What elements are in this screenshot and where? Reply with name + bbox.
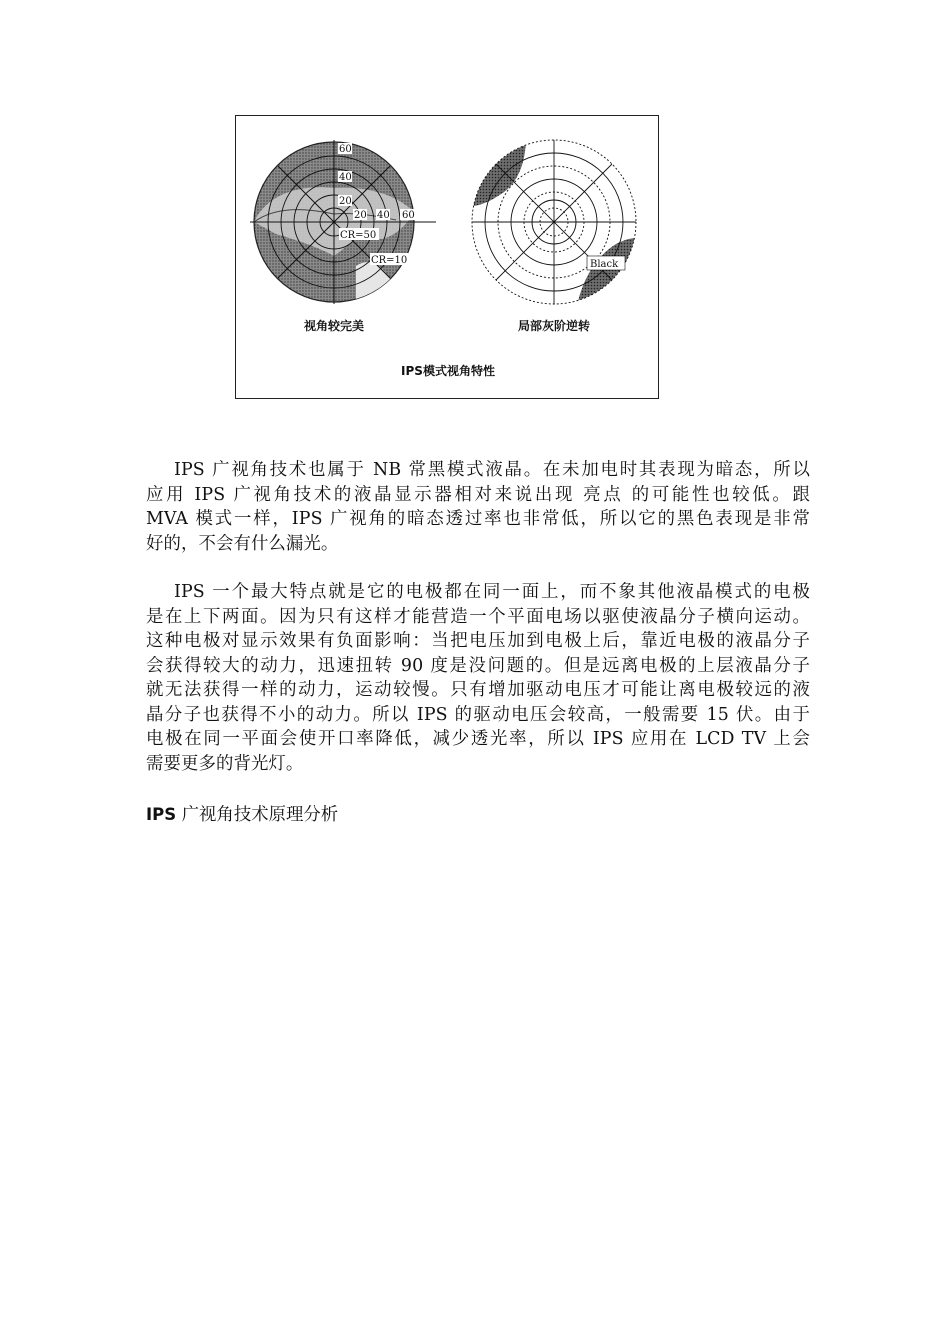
tick-v-20: 20 bbox=[339, 196, 352, 207]
paragraph-2 bbox=[146, 580, 810, 776]
tick-h-60: 60 bbox=[402, 210, 415, 221]
section-heading-text: 广视角技术原理分析 bbox=[176, 805, 339, 825]
paragraph-2-line-6: 晶分子也获得不小的动力。所以 IPS 的驱动电压会较高，一般需要 15 伏。由于 bbox=[146, 704, 810, 725]
paragraph-2-line-2: 是在上下两面。因为只有这样才能营造一个平面电场以驱使液晶分子横向运动。 bbox=[146, 606, 810, 627]
tick-h-40: 40 bbox=[377, 210, 390, 221]
section-heading-ips: IPS bbox=[146, 805, 177, 824]
right-polar-plot bbox=[472, 136, 636, 333]
right-panel-caption: 局部灰阶逆转 bbox=[517, 319, 591, 333]
paragraph-2-line-5: 就无法获得一样的动力，运动较慢。只有增加驱动电压才可能让离电极较远的液 bbox=[146, 680, 810, 700]
tick-v-40: 40 bbox=[339, 172, 352, 183]
paragraph-1-line-1: IPS 广视角技术也属于 NB 常黑模式液晶。在未加电时其表现为暗态，所以 bbox=[174, 460, 810, 480]
paragraph-1-line-4: 好的，不会有什么漏光。 bbox=[146, 533, 339, 554]
paragraph-1 bbox=[146, 458, 810, 556]
section-heading bbox=[146, 800, 338, 825]
tick-v-60: 60 bbox=[339, 144, 352, 155]
figure-title: IPS模式视角特性 bbox=[401, 364, 495, 378]
paragraph-2-line-3: 这种电极对显示效果有负面影响：当把电压加到电极上后，靠近电极的液晶分子 bbox=[146, 631, 810, 651]
paragraph-2-line-1: IPS 一个最大特点就是它的电极都在同一面上，而不象其他液晶模式的电极 bbox=[174, 582, 810, 602]
label-cr10: CR=10 bbox=[371, 255, 408, 266]
paragraph-2-line-4: 会获得较大的动力，迅速扭转 90 度是没问题的。但是远离电极的上层液晶分子 bbox=[146, 655, 810, 676]
left-polar-plot bbox=[250, 140, 436, 333]
paragraph-1-line-2: 应用 IPS 广视角技术的液晶显示器相对来说出现 亮点 的可能性也较低。跟 bbox=[146, 484, 810, 505]
paragraph-2-line-7: 电极在同一平面会使开口率降低，减少透光率，所以 IPS 应用在 LCD TV 上会 bbox=[146, 729, 810, 749]
label-cr50: CR=50 bbox=[340, 230, 377, 241]
paragraph-2-line-8: 需要更多的背光灯。 bbox=[146, 753, 304, 774]
tick-h-20: 20 bbox=[354, 210, 367, 221]
paragraph-1-line-3: MVA 模式一样，IPS 广视角的暗态透过率也非常低，所以它的黑色表现是非常 bbox=[146, 509, 810, 529]
ips-viewing-angle-figure bbox=[235, 115, 659, 399]
label-black: Black bbox=[590, 259, 619, 270]
viewing-angle-diagram bbox=[236, 116, 660, 400]
left-panel-caption: 视角较完美 bbox=[303, 319, 365, 333]
